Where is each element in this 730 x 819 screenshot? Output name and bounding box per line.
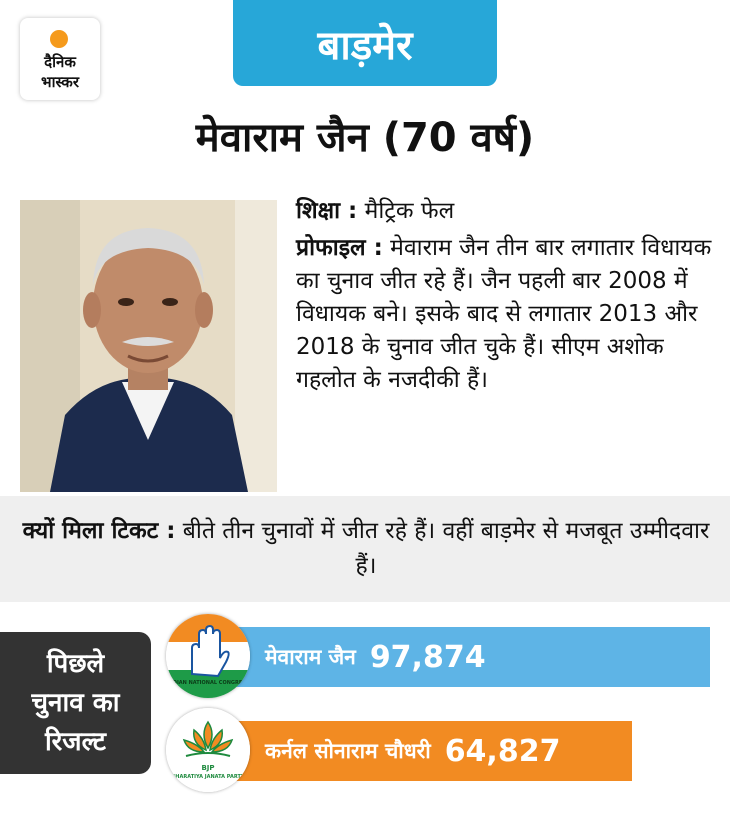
candidate-photo (20, 200, 277, 492)
profile-text: मेवाराम जैन तीन बार लगातार विधायक का चुनाव जीत रहे हैं। जैन पहली बार 2008 में विधायक बने। इसके बाद से लगातार 2013 और 2018 के चुनाव जीत चुके हैं। सीएम अशोक गहलोत के नजदीकी हैं। (296, 235, 712, 393)
heading-line: चुनाव का (31, 687, 120, 718)
result-candidate: मेवाराम जैन (265, 645, 356, 669)
logo-line-2: भास्कर (41, 73, 79, 91)
result-candidate: कर्नल सोनाराम चौधरी (265, 739, 431, 763)
result-bar-congress (220, 627, 710, 687)
bjp-logo-short: BJP (201, 764, 215, 772)
dainik-bhaskar-logo (20, 18, 100, 100)
congress-logo-text: INDIAN NATIONAL CONGRESS (166, 680, 250, 686)
heading-line: पिछले (46, 648, 105, 679)
result-bar-bjp (220, 721, 632, 781)
congress-hand-icon (166, 614, 250, 698)
sun-icon (50, 30, 68, 48)
result-votes: 64,827 (444, 733, 561, 769)
education-line (296, 195, 716, 228)
heading-line: रिजल्ट (44, 726, 107, 757)
constituency-title: बाड़मेर (233, 0, 497, 86)
ticket-reason-label: क्यों मिला टिकट : (22, 518, 176, 544)
profile-label: प्रोफाइल : (296, 235, 383, 261)
bjp-lotus-icon (166, 708, 250, 792)
education-label: शिक्षा : (296, 198, 358, 224)
previous-result-heading (0, 632, 151, 774)
profile-section (296, 195, 716, 401)
bjp-logo-text: BHARATIYA JANATA PARTY (171, 774, 245, 780)
candidate-name: मेवाराम जैन (70 वर्ष) (195, 115, 535, 161)
education-value: मैट्रिक फेल (364, 198, 455, 224)
ticket-reason (0, 496, 730, 602)
result-votes: 97,874 (369, 639, 486, 675)
profile-paragraph (296, 232, 716, 397)
logo-line-1: दैनिक (44, 53, 76, 71)
ticket-reason-text: बीते तीन चुनावों में जीत रहे हैं। वहीं बाड़मेर से मजबूत उम्मीदवार हैं। (182, 518, 710, 579)
